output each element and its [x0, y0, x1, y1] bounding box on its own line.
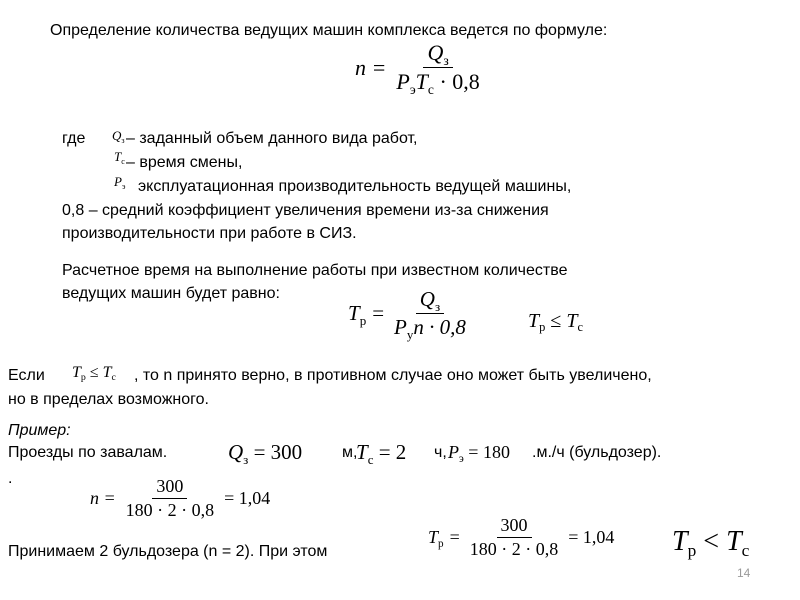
formula2-den: P — [394, 315, 407, 339]
final-inequality: $T_р < T_с$ — [672, 526, 750, 561]
if-rest: , то n принято верно, в противном случае оно может быть увеличено, — [134, 367, 652, 384]
where-line5: производительности при работе в СИЗ. — [62, 225, 357, 242]
example-title: Пример: — [8, 422, 71, 439]
example-unit-h: ч, — [434, 444, 447, 461]
if-lead: Если — [8, 367, 45, 384]
formula-estimated-time — [348, 287, 470, 340]
where-line2: – время смены, — [126, 154, 243, 171]
heading: Определение количества ведущих машин комплекса ведется по формуле: — [50, 22, 608, 39]
formula-machine-count — [355, 40, 484, 95]
example-q: $Q_з = 300$ — [228, 440, 303, 467]
where-word: где — [62, 130, 86, 147]
where-line4: 0,8 – средний коэффициент увеличения времени из-за снижения — [62, 202, 549, 219]
if-line2: но в пределах возможного. — [8, 391, 209, 408]
example-p: $P_э = 180$ — [448, 442, 510, 465]
formula2-num-sub: з — [434, 298, 441, 314]
formula1-den-tail: · 0,8 — [439, 69, 480, 94]
formula2-fraction — [390, 287, 470, 340]
calc-estimated-time: $T_р$ = $\frac{300}{180 \cdot 2 \cdot 0,8}$ = 1,04 — [428, 515, 615, 559]
page-number: 14 — [737, 566, 751, 580]
where-line1: – заданный объем данного вида работ, — [126, 130, 418, 147]
if-inequality: $T_р \le T_с$ — [72, 364, 116, 384]
example-dot: . — [8, 470, 13, 487]
para2-line2: ведущих машин будет равно: — [62, 285, 280, 302]
formula2-den-tail: n · 0,8 — [413, 315, 466, 339]
conclusion: Принимаем 2 бульдозера (n = 2). При этом — [8, 543, 328, 560]
condition-inequality: $T_р \le T_с$ — [528, 310, 583, 335]
formula2-eq: = — [372, 301, 385, 325]
where-sym2: $T_с$ — [114, 149, 125, 166]
formula1-num-sub: з — [443, 52, 449, 68]
formula1-num: Q — [427, 40, 444, 65]
formula2-lhs: T — [348, 301, 360, 325]
where-sym1: $Q_з$ — [112, 128, 125, 145]
formula2-lhs-sub: р — [359, 312, 367, 328]
example-unit-m: м, — [342, 444, 358, 461]
para2-line1: Расчетное время на выполнение работы при известном количестве — [62, 262, 568, 279]
where-line3: эксплуатационная производительность ведущей машины, — [138, 178, 572, 195]
example-t: $T_с = 2$ — [356, 440, 407, 467]
formula1-den: P — [396, 69, 410, 94]
formula1-fraction — [392, 40, 483, 95]
calc-machine-count: n = $\frac{300}{180 \cdot 2 \cdot 0,8}$ = 1,04 — [90, 476, 271, 520]
formula1-den-sub1: э — [409, 81, 416, 97]
formula1-den-sub2: с — [427, 81, 434, 97]
formula2-den-sub: у — [406, 326, 414, 342]
example-label: Проезды по завалам. — [8, 444, 168, 461]
formula1-lhs: n = — [355, 54, 387, 80]
formula2-num: Q — [419, 287, 435, 311]
example-unit-tail: .м./ч (бульдозер). — [532, 444, 662, 461]
formula1-den-mid: T — [415, 69, 428, 94]
where-sym3: $P_э$ — [114, 174, 126, 191]
